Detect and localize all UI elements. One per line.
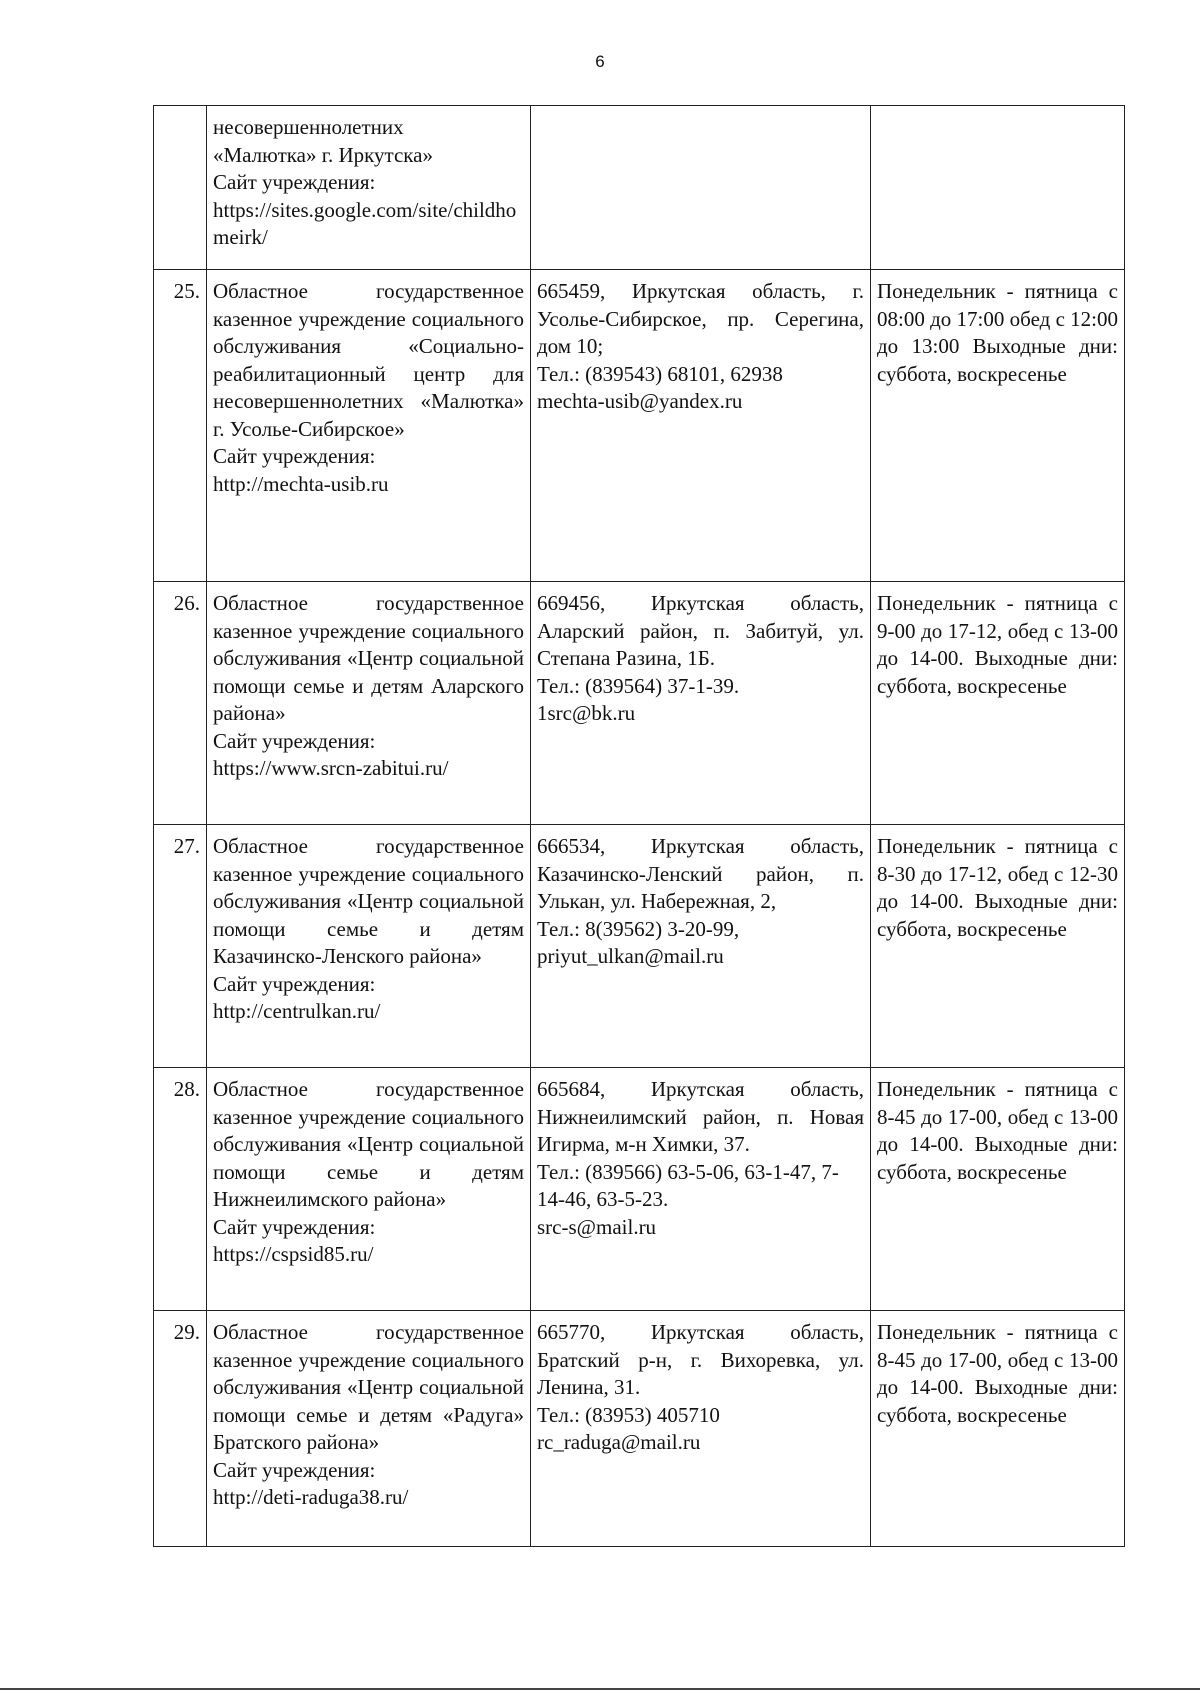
site-url-link[interactable]: https://cspsid85.ru/ [213, 1242, 374, 1266]
institution-name: Областное государственное казенное учреждение социального обслуживания «Центр социальной помощи семье и детям Аларского района» [213, 591, 524, 725]
hours-text: Понедельник - пятница с 8-45 до 17-00, обед с 13-00 до 14-00. Выходные дни: суббота, воскресенье [871, 1068, 1125, 1311]
site-label: Сайт учреждения: [213, 170, 376, 194]
site-label: Сайт учреждения: [213, 728, 376, 753]
institution-name-line: несовершеннолетних [213, 115, 404, 139]
page-number: 6 [595, 52, 605, 71]
email-link[interactable]: priyut_ulkan@mail.ru [537, 944, 724, 968]
row-number: 27. [154, 825, 207, 1068]
site-url-link[interactable]: http://mechta-usib.ru [213, 471, 389, 496]
row-number: 26. [154, 582, 207, 825]
site-label: Сайт учреждения: [213, 971, 376, 996]
email-link[interactable]: 1src@bk.ru [537, 701, 636, 725]
institution-name-line: «Малютка» г. Иркутска» [213, 142, 433, 167]
institution-name-cell [207, 106, 531, 270]
email-link[interactable]: mechta-usib@yandex.ru [537, 389, 743, 413]
site-url-link[interactable]: https://www.srcn-zabitui.ru/ [213, 756, 449, 780]
institution-name-cell [207, 825, 531, 1068]
phone-text: Тел.: (839564) 37-1-39. [537, 673, 740, 698]
site-label: Сайт учреждения: [213, 1214, 376, 1239]
institution-name-cell [207, 1068, 531, 1311]
table-row [154, 106, 1125, 270]
institution-name: Областное государственное казенное учреждение социального обслуживания «Социально-реабилитационный центр для несовершеннолетних «Малютка» г. Усолье-Сибирское» [213, 279, 524, 441]
address-cell [531, 1311, 871, 1547]
address-text: 669456, Иркутская область, Аларский район, п. Забитуй, ул. Степана Разина, 1Б. [537, 591, 864, 670]
table-row [154, 825, 1125, 1068]
address-cell [531, 582, 871, 825]
hours-text: Понедельник - пятница с 08:00 до 17:00 обед с 12:00 до 13:00 Выходные дни: суббота, воскресенье [871, 270, 1125, 582]
address-text: 665770, Иркутская область, Братский р-н, г. Вихоревка, ул. Ленина, 31. [537, 1320, 864, 1399]
site-url-link[interactable]: http://deti-raduga38.ru/ [213, 1485, 409, 1509]
email-link[interactable]: src-s@mail.ru [537, 1214, 657, 1239]
institution-name-cell [207, 270, 531, 582]
phone-text: Тел.: (839543) 68101, 62938 [537, 361, 783, 386]
institutions-table [153, 105, 1125, 1547]
address-text: 666534, Иркутская область, Казачинско-Ленский район, п. Улькан, ул. Набережная, 2, [537, 834, 864, 913]
phone-text: Тел.: (83953) 405710 [537, 1402, 720, 1427]
site-url-link[interactable]: http://centrulkan.ru/ [213, 999, 381, 1023]
hours-cell [871, 106, 1125, 270]
row-number: 25. [154, 270, 207, 582]
row-number: 28. [154, 1068, 207, 1311]
site-label: Сайт учреждения: [213, 444, 376, 468]
table-row [154, 582, 1125, 825]
institution-name: Областное государственное казенное учреждение социального обслуживания «Центр социальной помощи семье и детям Нижнеилимского района» [213, 1077, 524, 1211]
site-label: Сайт учреждения: [213, 1457, 376, 1482]
table-row [154, 1068, 1125, 1311]
address-cell [531, 1068, 871, 1311]
hours-text: Понедельник - пятница с 8-30 до 17-12, обед с 12-30 до 14-00. Выходные дни: суббота, воскресенье [871, 825, 1125, 1068]
row-number: 29. [154, 1311, 207, 1547]
address-text: 665684, Иркутская область, Нижнеилимский район, п. Новая Игирма, м-н Химки, 37. [537, 1077, 864, 1156]
address-cell [531, 106, 871, 270]
institution-name-cell [207, 1311, 531, 1547]
institution-name: Областное государственное казенное учреждение социального обслуживания «Центр социальной помощи семье и детям «Радуга» Братского района» [213, 1320, 524, 1454]
address-cell [531, 270, 871, 582]
institution-name-cell [207, 582, 531, 825]
phone-text: Тел.: (839566) 63-5-06, 63-1-47, 7-14-46, 63-5-23. [537, 1159, 839, 1211]
phone-text: Тел.: 8(39562) 3-20-99, [537, 916, 740, 941]
address-cell [531, 825, 871, 1068]
site-url-link[interactable]: https://sites.google.com/site/childhomeirk/ [213, 197, 517, 249]
email-link[interactable]: rc_raduga@mail.ru [537, 1430, 701, 1454]
hours-text: Понедельник - пятница с 9-00 до 17-12, обед с 13-00 до 14-00. Выходные дни: суббота, воскресенье [871, 582, 1125, 825]
address-text: 665459, Иркутская область, г. Усолье-Сибирское, пр. Серегина, дом 10; [537, 279, 864, 358]
table-row [154, 1311, 1125, 1547]
scan-edge-line [0, 1688, 1200, 1690]
row-number-cell [154, 106, 207, 270]
hours-text: Понедельник - пятница с 8-45 до 17-00, обед с 13-00 до 14-00. Выходные дни: суббота, воскресенье [871, 1311, 1125, 1547]
institution-name: Областное государственное казенное учреждение социального обслуживания «Центр социальной помощи семье и детям Казачинско-Ленского района» [213, 834, 524, 968]
table-row [154, 270, 1125, 582]
